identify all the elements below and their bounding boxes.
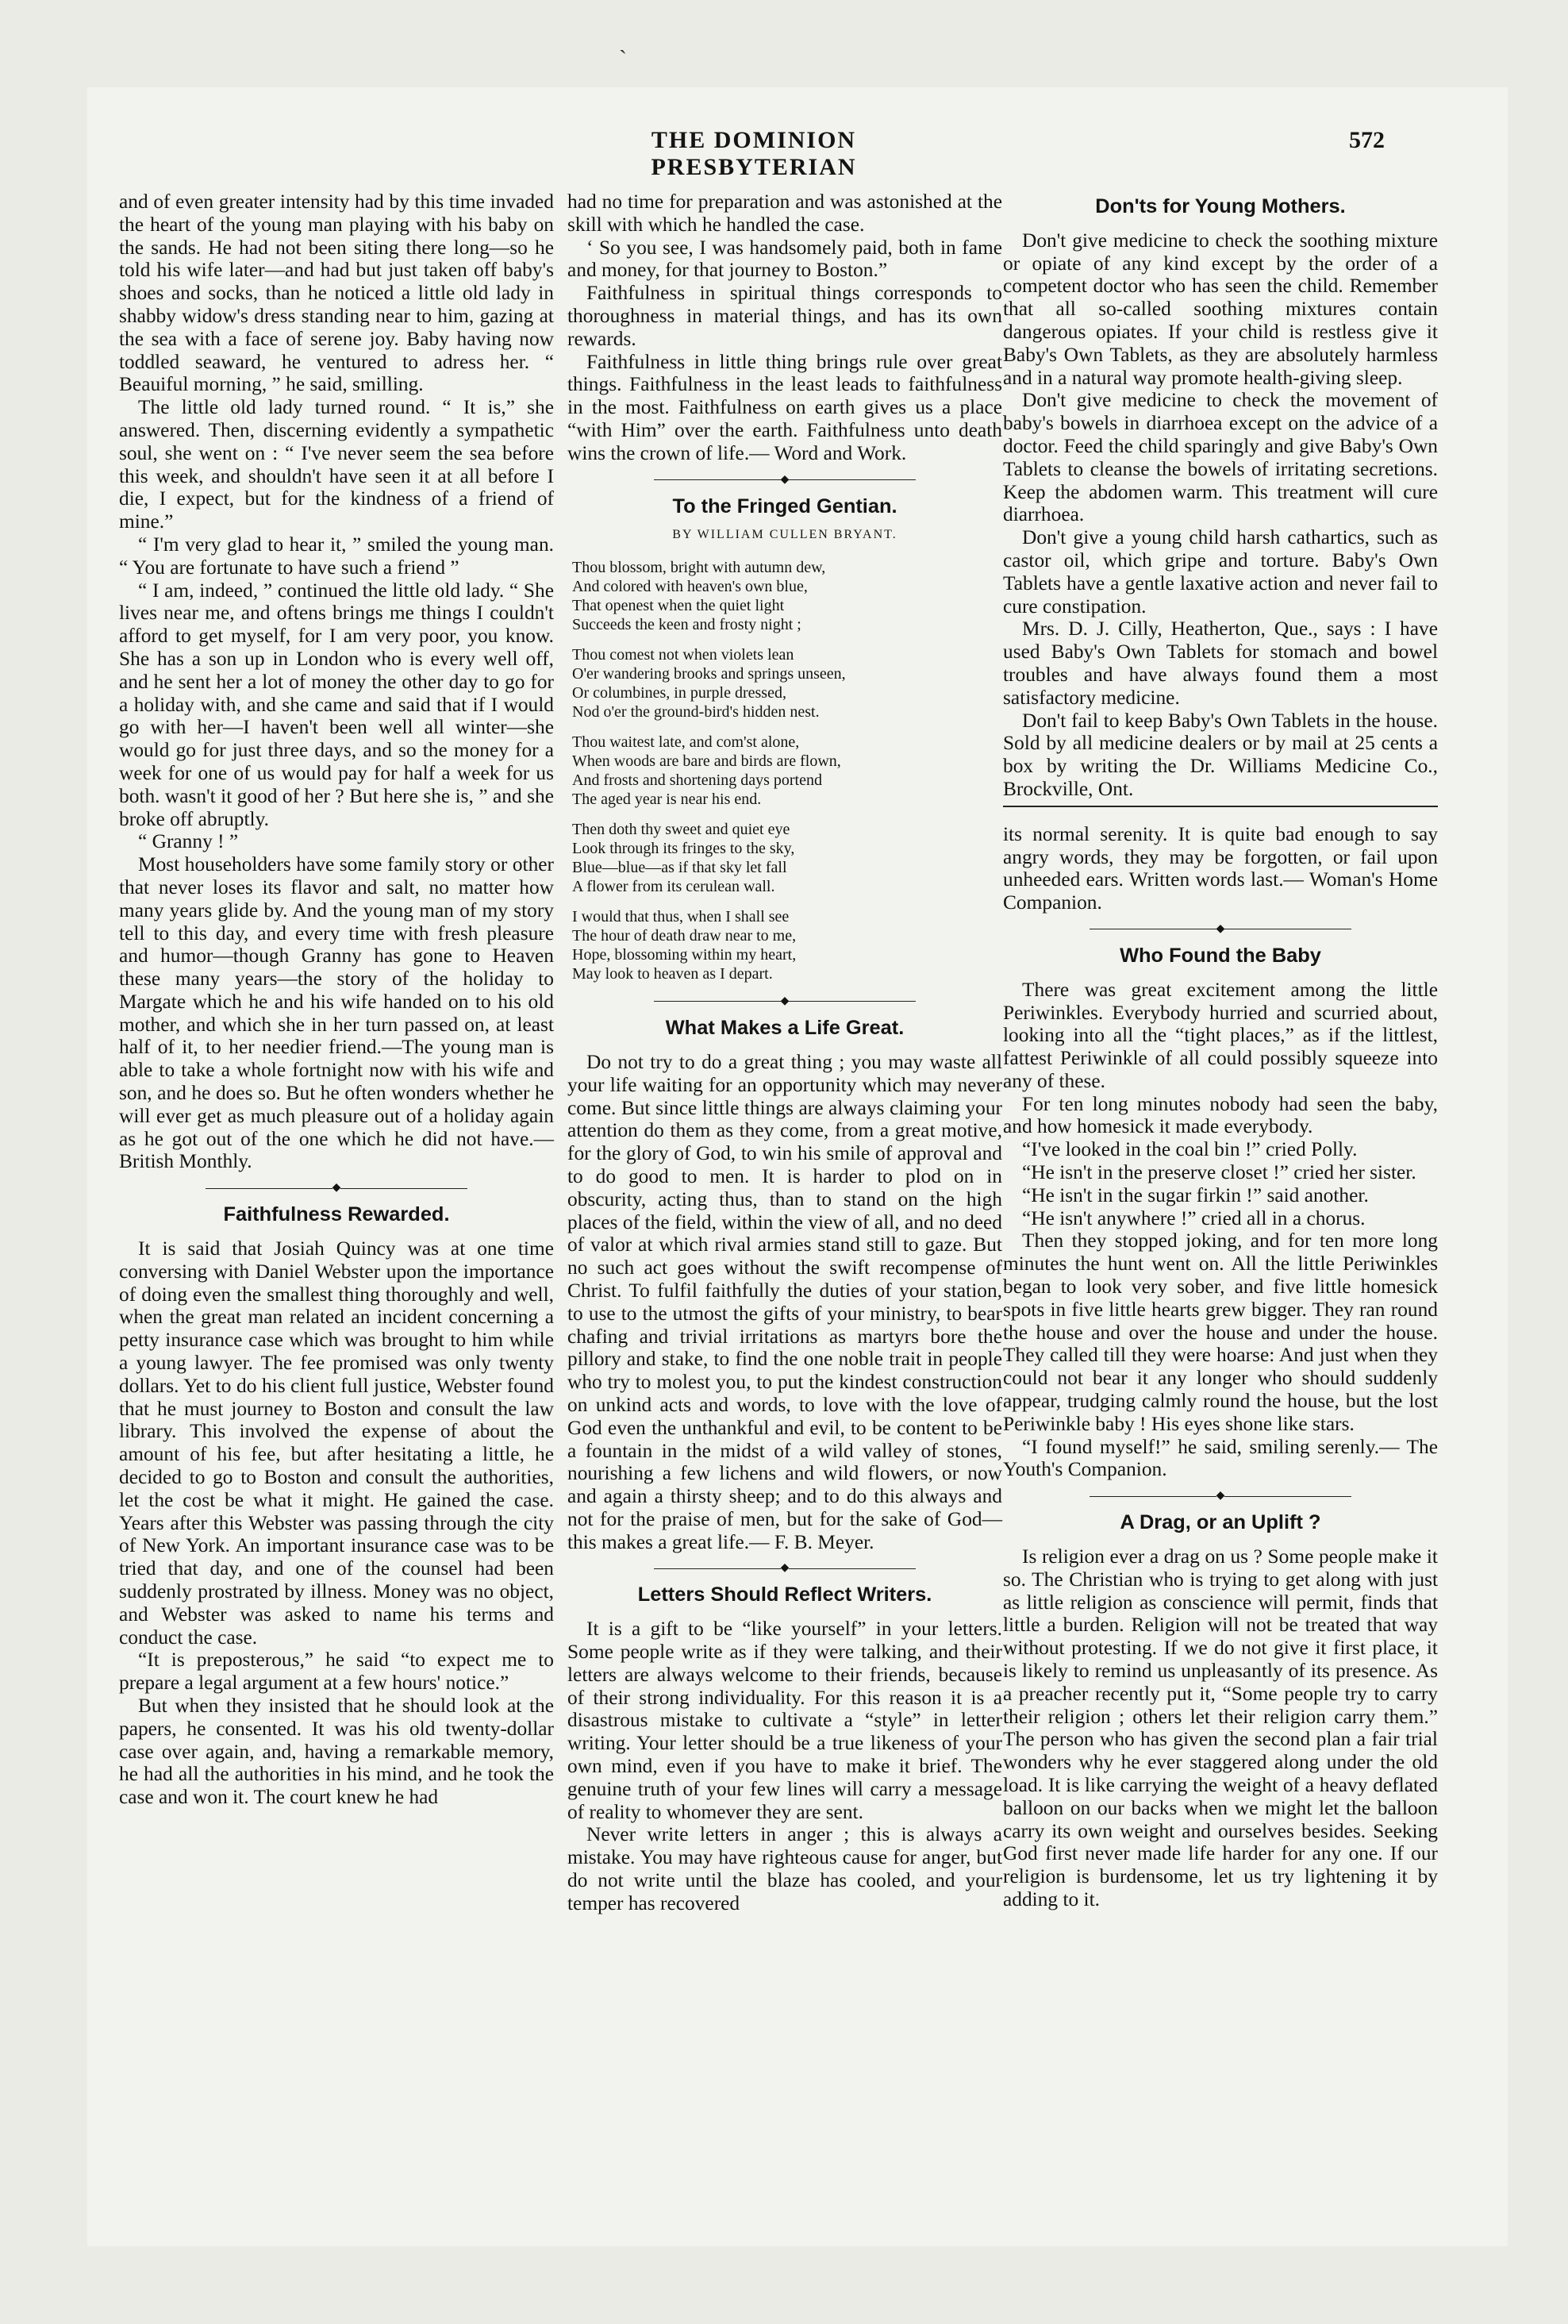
poem-stanza [572, 645, 1002, 721]
paragraph: Faithfulness in little thing brings rule over great things. Faithfulness in the least leads to faithfulness in the most. Faithfulness on earth gives us a place “with Him” over the earth. Faithfulness unto death wins the crown of life.— Word and Work. [567, 350, 1002, 464]
poem-stanza [572, 820, 1002, 896]
poem-line: Succeeds the keen and frosty night ; [572, 616, 801, 634]
poem-line: Thou comest not when violets lean [572, 646, 794, 664]
paragraph: But when they insisted that he should look at the papers, he consented. It was his old twenty-dollar case over again, and, having a remarkable memory, he had all the authorities in his mind, and he took the case and won it. The court knew he had [119, 1695, 554, 1809]
section-divider: ◆ [567, 995, 1002, 1009]
paragraph: its normal serenity. It is quite bad enough to say angry words, they may be forgotten, or fail upon unheeded ears. Written words last.— Woman's Home Companion. [1003, 822, 1438, 914]
poem-line: And frosts and shortening days portend [572, 771, 822, 790]
paragraph: “ Granny ! ” [138, 830, 239, 853]
section-divider: ◆ [567, 473, 1002, 487]
paragraph: Do not try to do a great thing ; you may waste all your life waiting for an opportunity which may never come. But since little things are always claiming your attention do them as they come, from a great motive, for the glory of God, to win his smile of approval and to do good to men. It is harder to plod on in obscurity, acting thus, than to stand on the high places of the field, within the view of all, and no deed of valor at which rival armies stand still to gaze. But no such act goes without the swift recompense of Christ. To fulfil faithfully the duties of your station, to use to the utmost the gifts of your ministry, to bear chafing and trivial irritations as martyrs bore the pillory and stake, to find the one noble trait in people who try to molest you, to put the kindest construction on unkind acts and words, to love with the love of God even the unthankful and evil, to be content to be a fountain in the midst of a wild valley of stones, nourishing a few lichens and wild flowers, or now and again a thirsty sheep; and to do this always and not for the praise of men, but for the sake of God—this makes a great life.— F. B. Meyer. [567, 1050, 1002, 1553]
paragraph: had no time for preparation and was astonished at the skill with which he handled the case. [567, 190, 1002, 236]
poem-line: When woods are bare and birds are flown, [572, 752, 841, 771]
paragraph: and of even greater intensity had by this time invaded the heart of the young man playing with his baby on the sands. He had not been siting there long—so he told his wife later—and had but just taken off baby's shoes and socks, than he noticed a little old lady in shabby widow's dress standing near to him, gazing at the sea with a face of serene joy. Baby having now toddled seaward, he ventured to adress her. “ Beauiful morning, ” he said, smilling. [119, 190, 554, 396]
paragraph: “He isn't in the preserve closet !” cried her sister. [1022, 1161, 1416, 1184]
poem-line: O'er wandering brooks and springs unseen, [572, 665, 846, 683]
paragraph: The little old lady turned round. “ It is,” she answered. Then, discerning evidently a sympathetic soul, she went on : “ I've never seem the sea before this week, and shouldn't have seen it at all before I die, I expect, but for the kindness of a friend of mine.” [119, 396, 554, 533]
paragraph: “He isn't in the sugar firkin !” said another. [1022, 1183, 1369, 1206]
poem-line: Blue—blue—as if that sky let fall [572, 859, 787, 877]
poem-line: I would that thus, when I shall see [572, 908, 790, 926]
paragraph: Mrs. D. J. Cilly, Heatherton, Que., says : I have used Baby's Own Tablets for stomach and bowel troubles and have always found them a most satisfactory medicine. [1003, 618, 1438, 709]
poem-line: Thou waitest late, and com'st alone, [572, 733, 800, 752]
paragraph: Never write letters in anger ; this is always a mistake. You may have righteous cause for anger, but do not write until the blaze has cooled, and your temper has recovered [567, 1823, 1002, 1914]
poem-stanza [572, 558, 1002, 634]
paragraph: “ I am, indeed, ” continued the little old lady. “ She lives near me, and oftens brings me things I couldn't afford to get myself, for I am very poor, you know. She has a son up in London who is every well off, and he sent her a lot of money the other day to go for a holiday with, and she came and said that if I would go with her—I haven't been well all winter—she would go for just three days, and so the money for a week for one of us would pay for half a week for us both. wasn't it good of her ? But here she is, ” and she broke off abruptly. [119, 579, 554, 830]
paragraph: ‘ So you see, I was handsomely paid, both in fame and money, for that journey to Boston.” [567, 236, 1002, 282]
poem-line: The hour of death draw near to me, [572, 927, 797, 945]
article-heading: Faithfulness Rewarded. [223, 1203, 450, 1226]
paragraph: It is a gift to be “like yourself” in your letters. Some people write as if they were talking, and their letters are always welcome to their friends, because of their strong individuality. For this reason it is a disastrous mistake to cultivate a “style” in letter writing. Your letter should be a true likeness of your own mind, even if you have to make it brief. The genuine truth of your few lines will carry a message of reality to whomever they are sent. [567, 1618, 1002, 1823]
poem-title: To the Fringed Gentian. [672, 494, 897, 518]
column-2 [567, 190, 1002, 1915]
poem-line: Then doth thy sweet and quiet eye [572, 821, 790, 839]
poem-line: And colored with heaven's own blue, [572, 578, 808, 596]
paragraph: Then they stopped joking, and for ten more long minutes the hunt went on. All the little Periwinkles began to look very sober, and five little homesick spots in five little hearts grew bigger. They ran round the house and over the house and under the house. They called till they were hoarse: And just when they could not bear it any longer who should suddenly appear, trudging calmly round the house, but the lost Periwinkle baby ! His eyes shone like stars. [1003, 1229, 1438, 1435]
poem-line: Or columbines, in purple dressed, [572, 684, 786, 702]
paragraph: Don't give a young child harsh cathartics, such as castor oil, which gripe and torture. Baby's Own Tablets have a gentle laxative action and never fail to cure constipation. [1003, 526, 1438, 618]
print-mark: ˏ [619, 28, 627, 54]
poem-byline: BY WILLIAM CULLEN BRYANT. [672, 528, 897, 542]
section-divider: ◆ [1003, 922, 1438, 937]
poem-line: Thou blossom, bright with autumn dew, [572, 559, 826, 577]
paragraph: Don't give medicine to check the soothing mixture or opiate of any kind except by the order of a competent doctor who has seen the child. Remember that all so-called soothing mixtures contain dangerous opiates. If your child is restless give it Baby's Own Tablets, as they are absolutely harmless and in a natural way promote health-giving sleep. [1003, 229, 1438, 389]
paragraph: It is said that Josiah Quincy was at one time conversing with Daniel Webster upon the importance of doing even the smallest thing thoroughly and well, when the great man related an incident concerning a petty insurance case which was brought to him while a young lawyer. The fee promised was only twenty dollars. Yet to do his client full justice, Webster found that he must journey to Boston and consult the law library. This involved the expense of about the amount of his fee, but after hesitating a little, he decided to go to Boston and consult the authorities, let the cost be what it might. He gained the case. Years after this Webster was passing through the city of New York. An important insurance case was to be tried that day, and one of the counsel had been suddenly prostrated by illness. Money was no object, and Webster was asked to name his terms and conduct the case. [119, 1237, 554, 1649]
advertisement [1003, 195, 1438, 807]
column-3 [1003, 190, 1438, 1911]
poem-line: That openest when the quiet light [572, 597, 785, 615]
paragraph: Don't fail to keep Baby's Own Tablets in the house. Sold by all medicine dealers or by mail at 25 cents a box by writing the Dr. Williams Medicine Co., Brockville, Ont. [1003, 709, 1438, 800]
paragraph: “He isn't anywhere !” cried all in a chorus. [1022, 1206, 1366, 1229]
paragraph: “ I'm very glad to hear it, ” smiled the young man. “ You are fortunate to have such a friend ” [119, 533, 554, 579]
article-heading: Who Found the Baby [1120, 944, 1321, 967]
article-heading: What Makes a Life Great. [665, 1017, 905, 1040]
article-heading: Letters Should Reflect Writers. [637, 1583, 932, 1606]
poem-line: May look to heaven as I depart. [572, 965, 773, 983]
ad-heading: Don'ts for Young Mothers. [1095, 195, 1346, 217]
paragraph: “It is preposterous,” he said “to expect me to prepare a legal argument at a few hours' notice.” [119, 1649, 554, 1695]
paragraph: Most householders have some family story or other that never loses its flavor and salt, no matter how many years glide by. And the young man of my story tell to this day, and every time with fresh pleasure and humor—though Granny has gone to Heaven these many years—the story of the holiday to Margate which he and his wife handed on to his old mother, and which she in her turn passed on, at least half of it, to her needier friend.—The young man is able to take a whole fortnight now with his wife and son, and he does so. But he often wonders whether he will ever get as much pleasure out of a holiday again as he got out of the one which he did not have.—British Monthly. [119, 853, 554, 1173]
paragraph: There was great excitement among the little Periwinkles. Everybody hurried and scurried about, looking into all the “tight places,” as if the littlest, fattest Periwinkle of all could possibly squeeze into any of these. [1003, 978, 1438, 1092]
paragraph: Is religion ever a drag on us ? Some people make it so. The Christian who is trying to get along with just as little religion as conscience will permit, finds that little a burden. Religion will not be treated that way without protesting. If we do not give it first place, it is likely to remind us unpleasantly of its presence. As a preacher recently put it, “Some people try to carry their religion ; others let their religion carry them.” The person who has given the second plan a fair trial wonders why he ever staggered along under the old load. It is like carrying the weight of a heavy deflated balloon on our backs when we might let the balloon carry its own weight and ourselves besides. Seeking God first never made life harder for any one. If our religion is burdensome, let us try lightening it by adding to it. [1003, 1545, 1438, 1910]
section-divider: ◆ [119, 1181, 554, 1195]
article-heading: A Drag, or an Uplift ? [1120, 1511, 1321, 1534]
page-title: THE DOMINION PRESBYTERIAN [651, 127, 857, 180]
paragraph: “I've looked in the coal bin !” cried Polly. [1022, 1138, 1358, 1161]
section-divider: ◆ [1003, 1489, 1438, 1503]
poem-stanza [572, 907, 1002, 983]
paragraph: “I found myself!” he said, smiling serenly.— The Youth's Companion. [1003, 1435, 1438, 1481]
poem-line: A flower from its cerulean wall. [572, 878, 775, 896]
poem-line: The aged year is near his end. [572, 791, 762, 809]
poem-line: Look through its fringes to the sky, [572, 840, 795, 858]
paragraph: Don't give medicine to check the movement of baby's bowels in diarrhoea except on the advice of a doctor. Feed the child sparingly and give Baby's Own Tablets to cleanse the bowels of irritating secretions. Keep the abdomen warm. This treatment will cure diarrhoea. [1003, 389, 1438, 526]
poem-line: Nod o'er the ground-bird's hidden nest. [572, 703, 820, 721]
section-divider: ◆ [567, 1561, 1002, 1576]
poem-stanza [572, 733, 1002, 809]
paragraph: For ten long minutes nobody had seen the baby, and how homesick it made everybody. [1003, 1092, 1438, 1138]
poem-line: Hope, blossoming within my heart, [572, 946, 797, 964]
paragraph: Faithfulness in spiritual things corresponds to thoroughness in material things, and has its own rewards. [567, 282, 1002, 350]
page-number: 572 [1349, 127, 1385, 153]
column-1 [119, 190, 554, 1809]
